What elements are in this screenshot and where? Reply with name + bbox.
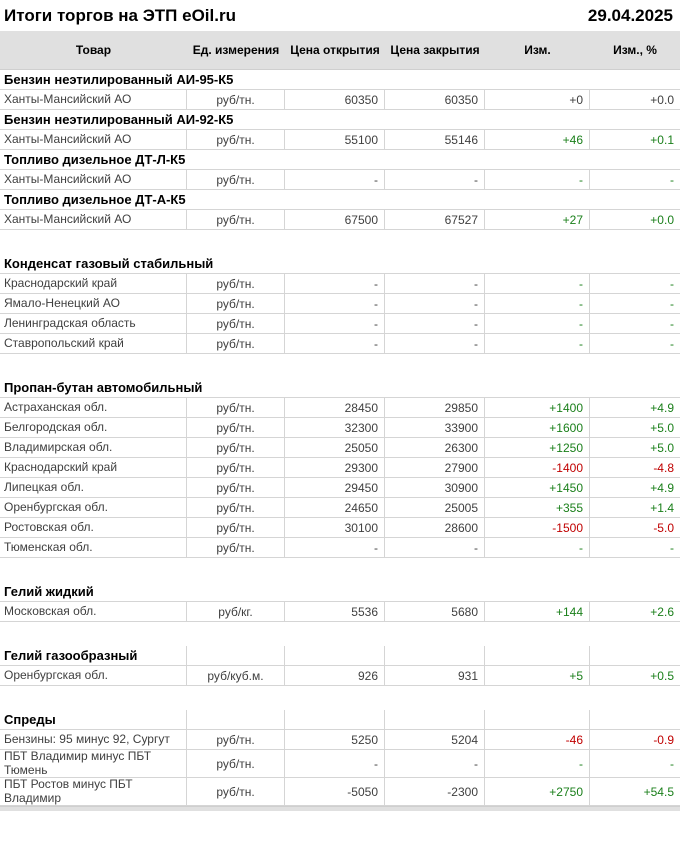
cell-unit: руб/тн. (187, 730, 285, 749)
table-row (0, 666, 680, 686)
bottom-bar (0, 806, 680, 811)
cell-product: Владимирская обл. (0, 438, 187, 457)
cell-open-price: 25050 (285, 438, 385, 457)
cell-product: Оренбургская обл. (0, 666, 187, 685)
column-header-product: Товар (75, 42, 112, 57)
cell-product: Краснодарский край (0, 274, 187, 293)
cell-close-price: 67527 (385, 210, 485, 229)
cell-unit: руб/тн. (187, 170, 285, 189)
cell-change-pct: +5.0 (650, 420, 674, 435)
cell-change: -1500 (485, 518, 590, 537)
cell-close-price: 5680 (385, 602, 485, 621)
cell-product: Ханты-Мансийский АО (0, 210, 187, 229)
section-header-row (0, 150, 680, 170)
cell-change-pct: +54.5 (643, 784, 674, 799)
cell-unit: руб/тн. (187, 210, 285, 229)
cell-close-price: 5204 (385, 730, 485, 749)
section-title: Топливо дизельное ДТ-Л-К5 (4, 152, 186, 167)
cell-product: Ростовская обл. (0, 518, 187, 537)
cell-change-pct: +0.5 (650, 668, 674, 683)
cell-unit: руб/тн. (187, 398, 285, 417)
cell-close-price: 28600 (385, 518, 485, 537)
cell-unit: руб/кг. (187, 602, 285, 621)
section-title: Топливо дизельное ДТ-А-К5 (4, 192, 186, 207)
cell-product: Ставропольский край (0, 334, 187, 353)
cell-section-label (0, 710, 187, 729)
section-title: Гелий газообразный (4, 648, 138, 663)
cell-close-price: - (385, 274, 485, 293)
cell-close-price: 26300 (385, 438, 485, 457)
cell-open-price: - (285, 274, 385, 293)
cell-open-price: 24650 (285, 498, 385, 517)
cell-change-pct: +2.6 (650, 604, 674, 619)
cell-product: Липецкая обл. (0, 478, 187, 497)
table-row (0, 314, 680, 334)
cell-change: - (485, 274, 590, 293)
cell-open-price: -5050 (285, 778, 385, 805)
cell-open-price: 32300 (285, 418, 385, 437)
table-row (0, 458, 680, 478)
cell-unit: руб/тн. (187, 518, 285, 537)
cell-close-price: - (385, 334, 485, 353)
table-row (0, 130, 680, 150)
page-title: Итоги торгов на ЭТП eOil.ru (4, 5, 236, 25)
cell-unit: руб/тн. (187, 478, 285, 497)
cell-open-price: - (285, 334, 385, 353)
cell-change-pct: +0.0 (650, 92, 674, 107)
cell-section-label (0, 646, 187, 665)
table-row (0, 518, 680, 538)
cell-open-price: 5250 (285, 730, 385, 749)
cell-product: Белгородская обл. (0, 418, 187, 437)
cell-unit: руб/тн. (187, 498, 285, 517)
cell-change: +5 (485, 666, 590, 685)
column-header-open-price: Цена открытия (290, 42, 380, 57)
column-header-change: Изм. (524, 42, 551, 57)
cell-unit: руб/тн. (187, 778, 285, 805)
table-row (0, 438, 680, 458)
table-row (0, 90, 680, 110)
table-row (0, 274, 680, 294)
cell-open-price: 55100 (285, 130, 385, 149)
cell-close-price: 25005 (385, 498, 485, 517)
cell-empty (590, 646, 680, 665)
cell-close-price: -2300 (385, 778, 485, 805)
cell-open-price: - (285, 294, 385, 313)
cell-change-pct: -5.0 (653, 520, 674, 535)
cell-open-price: 29450 (285, 478, 385, 497)
cell-change-pct: +4.9 (650, 480, 674, 495)
cell-change-pct: - (670, 172, 674, 187)
cell-open-price: - (285, 314, 385, 333)
section-title: Спреды (4, 712, 56, 727)
table-row (0, 778, 680, 806)
section-header-row (0, 110, 680, 130)
section-header-row (0, 254, 680, 274)
cell-empty (590, 710, 680, 729)
cell-change-pct: +1.4 (650, 500, 674, 515)
cell-unit: руб/куб.м. (187, 666, 285, 685)
cell-change: +0 (485, 90, 590, 109)
cell-unit: руб/тн. (187, 538, 285, 557)
cell-unit: руб/тн. (187, 314, 285, 333)
cell-open-price: 5536 (285, 602, 385, 621)
table-row (0, 334, 680, 354)
cell-empty (385, 646, 485, 665)
cell-product: Ханты-Мансийский АО (0, 170, 187, 189)
cell-open-price: - (285, 170, 385, 189)
cell-product: Астраханская обл. (0, 398, 187, 417)
column-header-unit: Ед. измерения (192, 42, 280, 57)
table-row (0, 498, 680, 518)
cell-change: -46 (485, 730, 590, 749)
section-title: Бензин неэтилированный АИ-95-К5 (4, 72, 234, 87)
cell-unit: руб/тн. (187, 334, 285, 353)
cell-empty (187, 646, 285, 665)
section-header-row (0, 190, 680, 210)
cell-close-price: - (385, 294, 485, 313)
cell-unit: руб/тн. (187, 750, 285, 777)
cell-unit: руб/тн. (187, 274, 285, 293)
cell-close-price: 29850 (385, 398, 485, 417)
table-row (0, 602, 680, 622)
cell-empty (485, 710, 590, 729)
cell-change: +27 (485, 210, 590, 229)
cell-unit: руб/тн. (187, 418, 285, 437)
cell-product: ПБТ Ростов минус ПБТ Владимир (0, 778, 187, 805)
section-header-row (0, 646, 680, 666)
cell-change: - (485, 750, 590, 777)
cell-change-pct: +0.1 (650, 132, 674, 147)
table-row (0, 478, 680, 498)
cell-empty (385, 710, 485, 729)
cell-product: Тюменская обл. (0, 538, 187, 557)
cell-change-pct: - (670, 756, 674, 771)
cell-open-price: 60350 (285, 90, 385, 109)
column-header-change-pct: Изм., % (613, 42, 657, 57)
section-title: Гелий жидкий (4, 584, 94, 599)
cell-change: - (485, 294, 590, 313)
cell-unit: руб/тн. (187, 294, 285, 313)
table-row (0, 538, 680, 558)
cell-change-pct: +0.0 (650, 212, 674, 227)
cell-change: - (485, 334, 590, 353)
cell-close-price: - (385, 750, 485, 777)
cell-close-price: - (385, 314, 485, 333)
cell-close-price: 33900 (385, 418, 485, 437)
section-title: Бензин неэтилированный АИ-92-К5 (4, 112, 234, 127)
cell-close-price: 55146 (385, 130, 485, 149)
cell-product: Ханты-Мансийский АО (0, 90, 187, 109)
table-row (0, 398, 680, 418)
cell-empty (285, 710, 385, 729)
section-header-row (0, 70, 680, 90)
cell-empty (485, 646, 590, 665)
cell-unit: руб/тн. (187, 438, 285, 457)
cell-open-price: 28450 (285, 398, 385, 417)
cell-change-pct: - (670, 296, 674, 311)
cell-close-price: 60350 (385, 90, 485, 109)
table-row (0, 210, 680, 230)
cell-close-price: - (385, 170, 485, 189)
cell-change: -1400 (485, 458, 590, 477)
spacer-row (0, 686, 680, 710)
cell-close-price: 27900 (385, 458, 485, 477)
cell-close-price: 931 (385, 666, 485, 685)
column-header-close-price: Цена закрытия (390, 42, 480, 57)
spacer-row (0, 354, 680, 378)
section-header-row (0, 378, 680, 398)
cell-close-price: 30900 (385, 478, 485, 497)
table-row (0, 750, 680, 778)
cell-change-pct: - (670, 276, 674, 291)
table-header-row (0, 31, 680, 70)
table-body (0, 70, 680, 806)
cell-product: Московская обл. (0, 602, 187, 621)
cell-change-pct: -4.8 (653, 460, 674, 475)
cell-change: +46 (485, 130, 590, 149)
cell-change-pct: -0.9 (653, 732, 674, 747)
cell-product: Бензины: 95 минус 92, Сургут (0, 730, 187, 749)
cell-change-pct: - (670, 336, 674, 351)
cell-change: +355 (485, 498, 590, 517)
cell-close-price: - (385, 538, 485, 557)
cell-product: Краснодарский край (0, 458, 187, 477)
cell-product: Ямало-Ненецкий АО (0, 294, 187, 313)
cell-change: +1250 (485, 438, 590, 457)
spacer-row (0, 558, 680, 582)
spacer-row (0, 230, 680, 254)
cell-change-pct: +4.9 (650, 400, 674, 415)
cell-open-price: - (285, 750, 385, 777)
cell-open-price: 67500 (285, 210, 385, 229)
cell-change: +144 (485, 602, 590, 621)
cell-empty (285, 646, 385, 665)
section-header-row (0, 582, 680, 602)
cell-change-pct: +5.0 (650, 440, 674, 455)
cell-unit: руб/тн. (187, 130, 285, 149)
cell-product: ПБТ Владимир минус ПБТ Тюмень (0, 750, 187, 777)
cell-open-price: 29300 (285, 458, 385, 477)
section-title: Конденсат газовый стабильный (4, 256, 214, 271)
cell-change-pct: - (670, 540, 674, 555)
cell-open-price: 926 (285, 666, 385, 685)
cell-unit: руб/тн. (187, 458, 285, 477)
cell-empty (187, 710, 285, 729)
table-row (0, 730, 680, 750)
section-header-row (0, 710, 680, 730)
cell-open-price: - (285, 538, 385, 557)
cell-change: +1600 (485, 418, 590, 437)
report-date: 29.04.2025 (587, 5, 673, 25)
cell-product: Оренбургская обл. (0, 498, 187, 517)
cell-product: Ханты-Мансийский АО (0, 130, 187, 149)
cell-change: +1450 (485, 478, 590, 497)
cell-change: +1400 (485, 398, 590, 417)
cell-change: - (485, 170, 590, 189)
table-row (0, 418, 680, 438)
spacer-row (0, 622, 680, 646)
cell-change: - (485, 538, 590, 557)
table-row (0, 294, 680, 314)
title-bar (0, 0, 680, 31)
cell-change: +2750 (485, 778, 590, 805)
cell-change-pct: - (670, 316, 674, 331)
section-title: Пропан-бутан автомобильный (4, 380, 203, 395)
table-row (0, 170, 680, 190)
cell-product: Ленинградская область (0, 314, 187, 333)
cell-open-price: 30100 (285, 518, 385, 537)
cell-change: - (485, 314, 590, 333)
cell-unit: руб/тн. (187, 90, 285, 109)
